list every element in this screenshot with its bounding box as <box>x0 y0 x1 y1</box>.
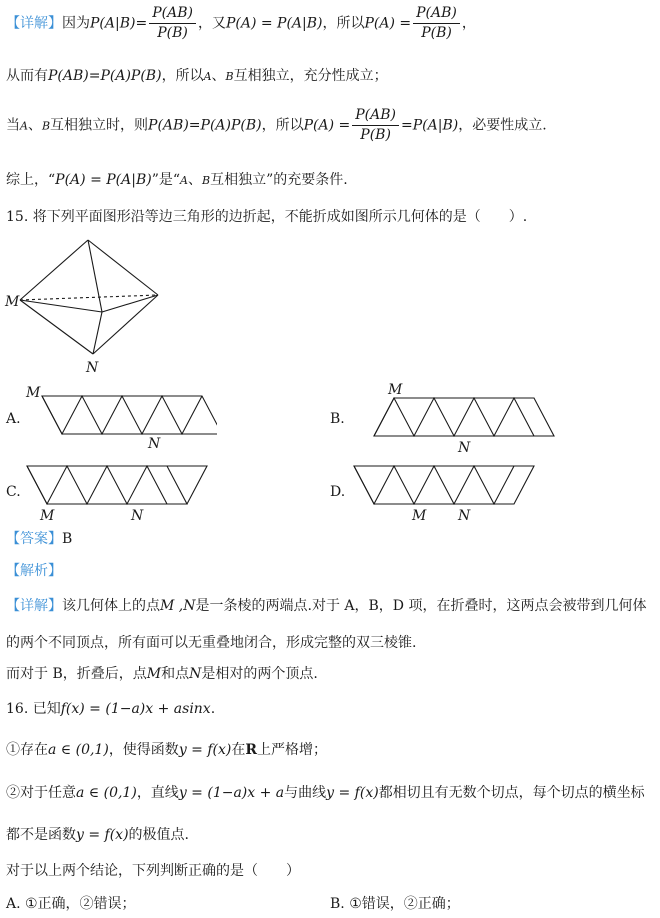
denominator: P(B) <box>360 127 391 143</box>
option-c-net[interactable] <box>22 458 217 528</box>
label-m: M <box>388 382 403 398</box>
text: ，又 <box>197 15 226 32</box>
option-d-net[interactable] <box>350 458 560 528</box>
net-extra-triangle <box>167 466 207 504</box>
math-expr: a ∈ (0,1) <box>76 785 137 801</box>
fraction <box>149 4 196 43</box>
text: 而对于 B，折叠后，点 <box>6 666 147 682</box>
analysis-tag: 【解析】 <box>6 563 62 579</box>
answer-tag: 【答案】 <box>6 531 62 547</box>
numerator: P(AB) <box>352 106 399 126</box>
var-a: A <box>203 70 212 83</box>
q16-statement-2 <box>6 783 645 803</box>
text: 是一条棱的两端点.对于 A，B，D 项，在折叠时，这两点会被带到几何体 <box>195 598 647 614</box>
math-expr: y = f(x) <box>326 785 379 801</box>
text: 都不是函数 <box>6 827 76 843</box>
text: 当 <box>6 117 20 134</box>
var-b: B <box>225 70 234 83</box>
text: ②对于任意 <box>6 785 76 801</box>
detail-line-2 <box>6 66 388 87</box>
label-n: N <box>86 360 99 376</box>
option-b-label[interactable]: B. <box>330 411 345 427</box>
q16-statement-1 <box>6 740 327 760</box>
math-expr: y = f(x) <box>178 742 232 758</box>
label-n: N <box>458 508 471 524</box>
detail-tag: 【详解】 <box>6 598 62 614</box>
math-expr: P(A) = P(A|B) <box>55 172 152 188</box>
q16-statement-2-cont <box>6 825 189 845</box>
option-c-label[interactable]: C. <box>6 484 21 500</box>
option-b-net[interactable] <box>350 380 560 458</box>
text: . <box>210 701 216 717</box>
label-n: N <box>131 508 144 524</box>
net-inner-edges <box>27 466 167 504</box>
numerator: P(AB) <box>149 4 196 24</box>
analysis-line <box>6 561 62 581</box>
q16-question: 对于以上两个结论，下列判断正确的是（ ） <box>6 863 300 879</box>
q15-detail-2: 的两个不同顶点，所有面可以无重叠地闭合，形成完整的双三棱锥. <box>6 635 417 651</box>
edge <box>102 295 158 312</box>
label-m: M <box>5 294 20 310</box>
edge <box>20 300 102 312</box>
math-expr: P(AB)=P(A)P(B) <box>148 117 262 134</box>
math-expr: a ∈ (0,1) <box>48 742 109 758</box>
math-expr: P(A|B)= <box>90 15 148 32</box>
net-outline <box>42 396 217 434</box>
q16-option-b[interactable]: B. ①错误，②正确； <box>330 896 460 912</box>
q15-detail-1 <box>6 596 646 616</box>
text: 都相切且有无数个切点，每个切点的横坐标 <box>378 785 645 801</box>
fraction <box>413 4 460 43</box>
text: ①存在 <box>6 742 48 758</box>
math-expr: y = (1−a)x + a <box>178 785 285 801</box>
text: ，必要性成立. <box>458 117 547 134</box>
math-expr: y = f(x) <box>76 827 129 843</box>
math-expr: P(A) = <box>303 117 351 134</box>
text: 互相独立”的充要条件. <box>210 172 348 188</box>
edge <box>93 295 158 354</box>
fraction <box>352 106 399 145</box>
text: 和点 <box>161 666 190 682</box>
text: 的极值点. <box>128 827 189 843</box>
math-expr: P(A) = P(A|B) <box>225 15 323 32</box>
label-n: N <box>458 440 471 456</box>
detail-line-1 <box>6 4 476 43</box>
text: 从而有 <box>6 68 48 84</box>
q16-option-a[interactable]: A. ①正确，②错误； <box>6 896 136 912</box>
answer-value: B <box>62 531 73 547</box>
net-inner-edges <box>374 398 534 436</box>
text: ，所以 <box>322 15 365 32</box>
hidden-edge <box>20 295 158 300</box>
var-b: B <box>41 119 51 133</box>
text: ，所以 <box>161 68 204 84</box>
text: 是相对的两个顶点. <box>201 666 318 682</box>
var-a: A <box>180 174 188 187</box>
label-m: M <box>412 508 427 524</box>
detail-line-4 <box>6 170 348 191</box>
answer-line <box>6 529 72 549</box>
option-d-label[interactable]: D. <box>330 484 346 500</box>
option-a-label[interactable]: A. <box>6 411 21 427</box>
text: 、 <box>188 172 202 188</box>
q16-stem <box>6 699 215 719</box>
numerator: P(AB) <box>413 4 460 24</box>
math-expr: M ,N <box>160 598 196 614</box>
text: 综上，“ <box>6 172 56 188</box>
text: 与曲线 <box>284 785 327 801</box>
text: 在 <box>231 742 246 758</box>
text: 互相独立，充分性成立； <box>233 68 388 84</box>
math-expr: P(AB)=P(A)P(B) <box>48 68 162 84</box>
text: ，使得函数 <box>108 742 179 758</box>
text: 因为 <box>62 15 90 32</box>
label-m: M <box>40 508 55 524</box>
net-inner-edges <box>42 396 202 434</box>
text: 互相独立时，则 <box>50 117 149 134</box>
net-inner-edges <box>354 466 514 504</box>
denominator: P(B) <box>421 25 452 41</box>
text: 上严格增； <box>257 742 327 758</box>
math-expr: N <box>189 666 202 682</box>
text: 、 <box>211 68 226 84</box>
text: ，所以 <box>261 117 304 134</box>
math-expr: P(A) = <box>364 15 412 32</box>
detail-tag: 【详解】 <box>6 15 62 32</box>
edge <box>20 240 88 300</box>
edge <box>20 300 93 354</box>
text: 16. 已知 <box>6 701 61 717</box>
detail-line-3 <box>6 106 547 145</box>
text: 、 <box>27 117 42 134</box>
real-numbers-symbol: R <box>245 742 257 758</box>
math-expr: f(x) = (1−a)x + asinx <box>60 701 211 717</box>
text: 该几何体上的点 <box>62 598 160 614</box>
label-n: N <box>148 436 161 452</box>
net-outline <box>27 466 187 504</box>
text: ”是“ <box>151 172 181 188</box>
text: ， <box>461 15 476 32</box>
math-expr: =P(A|B) <box>401 117 459 134</box>
denominator: P(B) <box>157 25 188 41</box>
edge <box>88 240 102 312</box>
edge <box>88 240 158 295</box>
bipyramid-figure <box>0 232 180 377</box>
q15-stem: 15. 将下列平面图形沿等边三角形的边折起，不能折成如图所示几何体的是（ ）. <box>6 209 528 225</box>
var-a: A <box>20 119 28 133</box>
option-a-net[interactable] <box>22 384 217 454</box>
math-expr: M <box>146 666 162 682</box>
var-b: B <box>202 174 211 187</box>
text: ，直线 <box>136 785 179 801</box>
q15-detail-3 <box>6 664 318 684</box>
label-m: M <box>26 385 41 401</box>
